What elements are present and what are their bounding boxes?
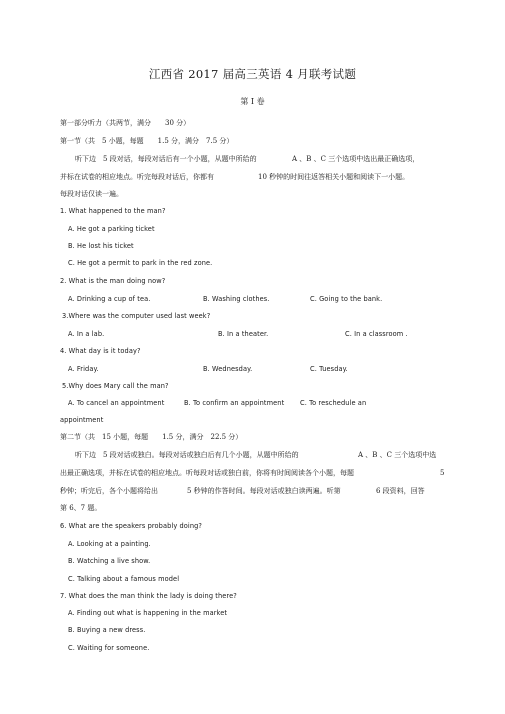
answer-option: B. Washing clothes. [203, 295, 270, 303]
question-stem: 3.Where was the computer used last week? [62, 312, 211, 320]
answer-option: B. Wednesday. [203, 365, 253, 373]
section-one-instruction: 10 秒钟的时间往返答相关小题和阅读下一小题。 [258, 173, 410, 181]
answer-option: C. Waiting for someone. [68, 644, 150, 652]
answer-option: A. Looking at a painting. [68, 540, 151, 548]
section-two-instruction: 第 6、7 题。 [60, 504, 102, 512]
answer-option: C. In a classroom . [345, 330, 408, 338]
question-stem: 6. What are the speakers probably doing? [60, 522, 203, 530]
answer-option: A. In a lab. [68, 330, 105, 338]
answer-option: B. Watching a live show. [68, 557, 151, 565]
section-two-instruction: 5 [440, 469, 445, 477]
section-two-instruction: 秒钟；听完后，各个小题将给出 [60, 487, 158, 495]
answer-option: A. He got a parking ticket [68, 225, 155, 233]
section-two-instruction: A 、B 、C 三个选项中选 [358, 451, 437, 459]
answer-option: B. In a theater. [218, 330, 269, 338]
volume-label: 第 I 卷 [240, 97, 265, 106]
section-one-instruction: 听下边 5 段对话，每段对话后有一个小题，从题中所给的 [75, 155, 257, 163]
answer-option: C. Talking about a famous model [68, 575, 180, 583]
answer-option: A. To cancel an appointment [68, 399, 165, 407]
answer-option: C. He got a permit to park in the red zone. [68, 259, 213, 267]
answer-option: B. Buying a new dress. [68, 626, 146, 634]
part-one-heading: 第一部分听力（共两节，满分 30 分） [60, 119, 191, 127]
section-two-heading: 第二节（共 15 小题，每题 1.5 分，满分 22.5 分） [60, 433, 243, 441]
question-stem: 1. What happened to the man? [60, 207, 166, 215]
answer-option: C. Going to the bank. [310, 295, 383, 303]
answer-option: A. Finding out what is happening in the market [68, 609, 228, 617]
exam-title: 江西省 2017 届高三英语 4 月联考试题 [148, 67, 357, 81]
answer-option: B. He lost his ticket [68, 242, 134, 250]
answer-option-continued: appointment [60, 416, 104, 424]
answer-option: C. To reschedule an [300, 399, 367, 407]
section-two-instruction: 听下边 5 段对话或独白。每段对话或独白后有几个小题，从题中所给的 [75, 451, 299, 459]
section-one-instruction: 每段对话仅读一遍。 [60, 190, 123, 198]
answer-option: A. Friday. [68, 365, 99, 373]
section-two-instruction: 6 段资料，回答 [376, 487, 425, 495]
section-one-instruction: 并标在试卷的相应地点。听完每段对话后，你都有 [60, 173, 214, 181]
answer-option: A. Drinking a cup of tea. [68, 295, 151, 303]
question-stem: 5.Why does Mary call the man? [62, 382, 169, 390]
section-one-heading: 第一节（共 5 小题，每题 1.5 分，满分 7.5 分） [60, 137, 234, 145]
section-one-instruction: A 、B 、C 三个选项中选出最正确选项， [292, 155, 420, 163]
section-two-instruction: 5 秒钟的作答时间。每段对话或独白读两遍。听第 [187, 487, 341, 495]
question-stem: 2. What is the man doing now? [60, 277, 166, 285]
answer-option: C. Tuesday. [310, 365, 348, 373]
section-two-instruction: 出最正确选项，并标在试卷的相应地点。听每段对话或独白前，你将有时间阅读各个小题，每题 [60, 469, 354, 477]
answer-option: B. To confirm an appointment [184, 399, 285, 407]
question-stem: 4. What day is it today? [60, 347, 141, 355]
question-stem: 7. What does the man think the lady is doing there? [60, 592, 237, 600]
